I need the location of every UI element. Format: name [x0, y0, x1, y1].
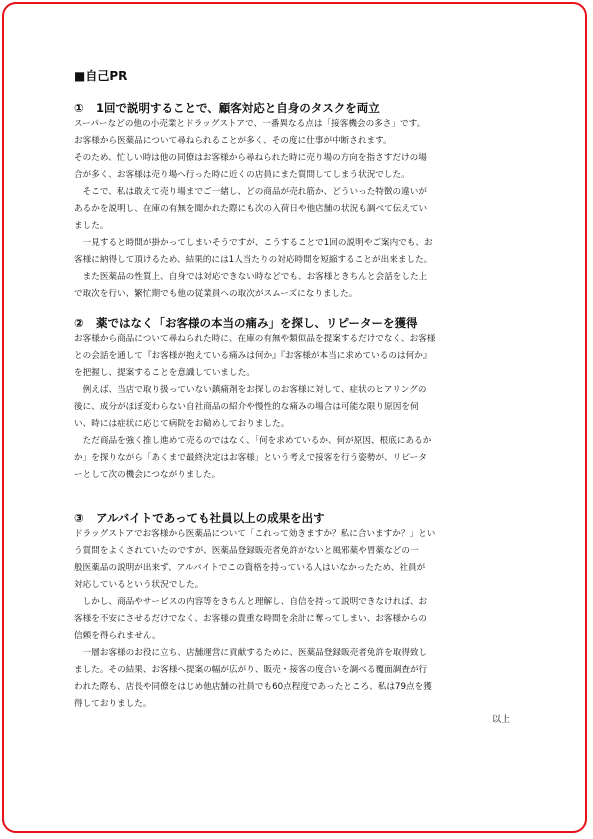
- section-1-body: [74, 116, 516, 303]
- text-line: 一見すると時間が掛かってしまいそうですが、こうすることで1回の説明やご案内でも、お: [74, 238, 433, 248]
- section-2-body: [74, 331, 516, 484]
- text-line: ただ商品を強く推し進めて売るのではなく、「何を求めているか、何が原因、根底にあるか: [74, 436, 432, 446]
- section-3-number: ③: [74, 511, 84, 525]
- closing-remark: 以上: [491, 715, 510, 725]
- section-3-title: アルバイトであっても社員以上の成果を出す: [96, 511, 325, 525]
- text-line: ーとして次の機会につながりました。: [74, 470, 221, 480]
- section-1-number: ①: [74, 101, 84, 115]
- text-line: お客様から医薬品について尋ねられることが多く、その度に仕事が中断されます。: [74, 136, 392, 146]
- text-line: を把握し、提案することを意識していました。: [74, 368, 255, 378]
- section-1: [74, 100, 516, 303]
- text-line: あるかを説明し、在庫の有無を聞かれた際にも次の入荷日や他店舗の状況も調べて伝えてい: [74, 204, 428, 214]
- document-title: ■自己PR: [74, 69, 128, 83]
- text-line: ました。その結果、お客様へ提案の幅が広がり、販売・接客の度合いを調べる覆面調査が行: [74, 665, 428, 675]
- text-line: 例えば、当店で取り扱っていない鎮痛剤をお探しのお客様に対して、症状のヒアリングの: [74, 385, 427, 395]
- section-2: [74, 315, 516, 484]
- section-3: [74, 510, 516, 713]
- text-line: ドラッグストアでお客様から医薬品について「これって効きますか？私に合いますか？」とい: [74, 529, 436, 539]
- text-line: との会話を通して『お客様が抱えている痛みは何か』『お客様が本当に求めているのは何か』: [74, 351, 432, 361]
- text-line: そのため、忙しい時は他の同僚はお客様から尋ねられた時に売り場の方向を指さすだけの場: [74, 153, 427, 163]
- text-line: い、時には症状に応じて病院をお勧めしておりました。: [74, 419, 290, 429]
- document-body: [74, 68, 516, 727]
- text-line: 客様を不安にさせるだけでなく、お客様の貴重な時間を余計に奪ってしまい、お客様からの: [74, 614, 427, 624]
- section-1-title: 1回で説明することで、顧客対応と自身のタスクを両立: [96, 101, 380, 115]
- text-line: か」を探りながら「あくまで最終決定はお客様」という考えで接客を行う姿勢が、リピータ: [74, 453, 427, 463]
- text-line: しかし、商品やサービスの内容等をきちんと理解し、自信を持って説明できなければ、お: [74, 597, 428, 607]
- text-line: 般医薬品の説明が出来ず、アルバイトでこの資格を持っている人はいなかったため、社員が: [74, 563, 426, 573]
- text-line: われた際も、店長や同僚をはじめ他店舗の社員でも60点程度であったところ、私は79点を獲: [74, 682, 432, 692]
- section-2-number: ②: [74, 316, 84, 330]
- section-2-title: 薬ではなく「お客様の本当の痛み」を探し、リピーターを獲得: [96, 316, 418, 330]
- text-line: 合が多く、お客様は売り場へ行った時に近くの店員にまた質問してしまう状況でした。: [74, 170, 410, 180]
- section-3-body: [74, 526, 516, 713]
- text-line: で取次を行い、繁忙期でも他の従業員への取次がスムーズになりました。: [74, 289, 358, 299]
- text-line: お客様から商品について尋ねられた時に、在庫の有無や類似品を提案するだけでなく、お客様: [74, 334, 436, 344]
- text-line: う質問をよくされていたのですが、医薬品登録販売者免許がないと風邪薬や胃薬などの一: [74, 546, 419, 556]
- text-line: 信頼を得られません。: [74, 631, 161, 641]
- text-line: 得しておりました。: [74, 699, 152, 709]
- text-line: そこで、私は敢えて売り場までご一緒し、どの商品が売れ筋か、どういった特徴の違いが: [74, 187, 427, 197]
- text-line: スーパーなどの他の小売業とドラッグストアで、一番異なる点は「接客機会の多さ」です。: [74, 119, 426, 129]
- text-line: 後に、成分がほぼ変わらない自社商品の紹介や慢性的な痛みの場合は可能な限り原因を伺: [74, 402, 419, 412]
- text-line: ました。: [74, 221, 109, 231]
- text-line: また医薬品の性質上、自身では対応できない時などでも、お客様ときちんと会話をした上: [74, 272, 428, 282]
- section-1-heading: [74, 100, 516, 116]
- section-2-heading: [74, 315, 516, 331]
- text-line: 客様に納得して頂けるため、結果的には1人当たりの対応時間を短縮することが出来ました。: [74, 255, 433, 265]
- section-3-heading: [74, 510, 516, 526]
- text-line: 対応しているという状況でした。: [74, 580, 204, 590]
- text-line: 一層お客様のお役に立ち、店舗運営に貢献するために、医薬品登録販売者免許を取得致し: [74, 648, 428, 658]
